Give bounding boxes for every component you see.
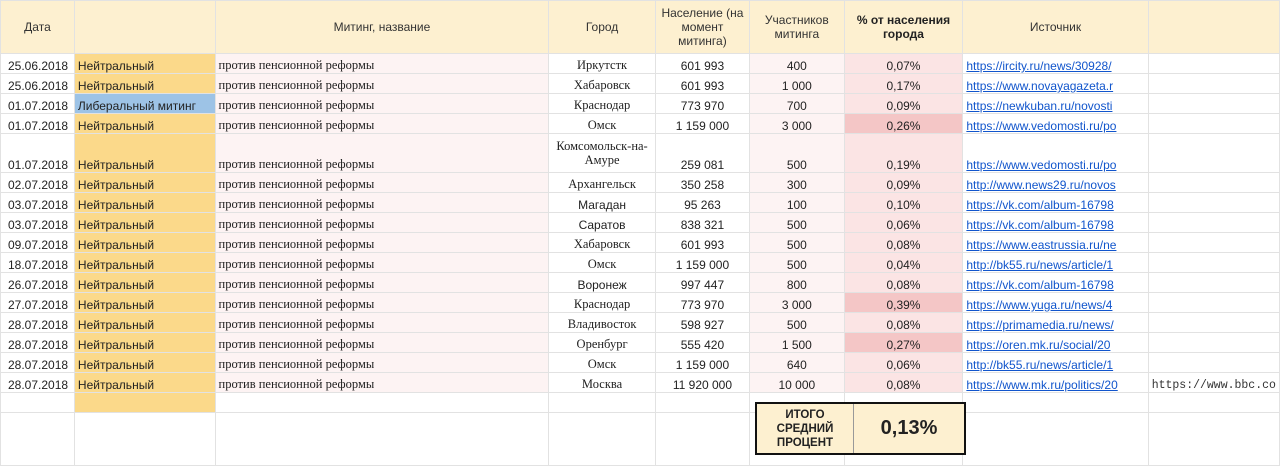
table-row <box>1 273 1280 293</box>
cell-participants[interactable]: 700 <box>750 94 844 114</box>
cell-source-link[interactable]: https://vk.com/album-16798 <box>963 213 1148 233</box>
cell-participants[interactable]: 1 500 <box>750 333 844 353</box>
table-row <box>1 293 1280 313</box>
header-row <box>1 1 1280 54</box>
cell-name[interactable]: против пенсионной реформы <box>215 74 549 94</box>
table-row <box>1 313 1280 333</box>
cell-city[interactable]: Омск <box>549 114 655 134</box>
cell-source-link[interactable]: http://bk55.ru/news/article/1 <box>963 353 1148 373</box>
cell-population[interactable]: 259 081 <box>655 134 749 173</box>
cell-percent[interactable]: 0,04% <box>844 253 963 273</box>
cell-name[interactable]: против пенсионной реформы <box>215 333 549 353</box>
cell-participants[interactable]: 3 000 <box>750 293 844 313</box>
cell-name[interactable]: против пенсионной реформы <box>215 273 549 293</box>
cell-extra[interactable] <box>1148 193 1279 213</box>
empty-cell[interactable] <box>74 413 215 466</box>
cell-type[interactable]: Нейтральный <box>74 273 215 293</box>
cell-percent[interactable]: 0,09% <box>844 173 963 193</box>
cell-name[interactable]: против пенсионной реформы <box>215 173 549 193</box>
cell-source-link[interactable]: https://www.eastrussia.ru/ne <box>963 233 1148 253</box>
table-row <box>1 353 1280 373</box>
empty-cell[interactable] <box>1 393 75 413</box>
header-date[interactable]: Дата <box>1 1 75 54</box>
header-population[interactable]: Население (на момент митинга) <box>655 1 749 54</box>
cell-participants[interactable]: 1 000 <box>750 74 844 94</box>
cell-name[interactable]: против пенсионной реформы <box>215 293 549 313</box>
empty-cell[interactable] <box>1148 393 1279 413</box>
cell-city[interactable]: Омск <box>549 253 655 273</box>
empty-cell[interactable] <box>1 413 75 466</box>
cell-name[interactable]: против пенсионной реформы <box>215 213 549 233</box>
empty-cell[interactable] <box>963 393 1148 413</box>
cell-name[interactable]: против пенсионной реформы <box>215 253 549 273</box>
cell-percent[interactable]: 0,09% <box>844 94 963 114</box>
cell-type[interactable]: Либеральный митинг <box>74 94 215 114</box>
header-city[interactable]: Город <box>549 1 655 54</box>
cell-participants[interactable]: 640 <box>750 353 844 373</box>
cell-percent[interactable]: 0,39% <box>844 293 963 313</box>
cell-city[interactable]: Иркутстк <box>549 54 655 74</box>
cell-name[interactable]: против пенсионной реформы <box>215 313 549 333</box>
cell-participants[interactable]: 500 <box>750 213 844 233</box>
cell-participants[interactable]: 500 <box>750 253 844 273</box>
summary-label: ИТОГО СРЕДНИЙ ПРОЦЕНТ <box>757 404 854 453</box>
cell-percent[interactable]: 0,07% <box>844 54 963 74</box>
table-row <box>1 373 1280 393</box>
cell-percent[interactable]: 0,08% <box>844 273 963 293</box>
cell-participants[interactable]: 3 000 <box>750 114 844 134</box>
empty-cell[interactable] <box>549 413 655 466</box>
summary-box[interactable] <box>755 402 966 455</box>
cell-type[interactable]: Нейтральный <box>74 213 215 233</box>
cell-percent[interactable]: 0,06% <box>844 213 963 233</box>
header-percent[interactable]: % от населения города <box>844 1 963 54</box>
cell-date[interactable]: 02.07.2018 <box>1 173 75 193</box>
cell-extra[interactable] <box>1148 114 1279 134</box>
cell-population[interactable]: 601 993 <box>655 54 749 74</box>
cell-name[interactable]: против пенсионной реформы <box>215 94 549 114</box>
table-row <box>1 213 1280 233</box>
cell-type[interactable]: Нейтральный <box>74 313 215 333</box>
table-row <box>1 94 1280 114</box>
cell-percent[interactable]: 0,08% <box>844 313 963 333</box>
cell-type[interactable]: Нейтральный <box>74 74 215 94</box>
cell-extra[interactable] <box>1148 293 1279 313</box>
cell-extra[interactable] <box>1148 173 1279 193</box>
empty-cell[interactable] <box>655 393 749 413</box>
cell-population[interactable]: 598 927 <box>655 313 749 333</box>
cell-participants[interactable]: 500 <box>750 233 844 253</box>
cell-participants[interactable]: 400 <box>750 54 844 74</box>
cell-source-link[interactable]: https://www.vedomosti.ru/po <box>963 114 1148 134</box>
cell-city[interactable]: Владивосток <box>549 313 655 333</box>
empty-row <box>1 413 1280 466</box>
table-row <box>1 253 1280 273</box>
empty-cell[interactable] <box>215 413 549 466</box>
cell-percent[interactable]: 0,17% <box>844 74 963 94</box>
table-row <box>1 74 1280 94</box>
cell-city[interactable]: Краснодар <box>549 94 655 114</box>
cell-date[interactable]: 28.07.2018 <box>1 333 75 353</box>
cell-extra[interactable] <box>1148 253 1279 273</box>
cell-population[interactable]: 1 159 000 <box>655 253 749 273</box>
cell-date[interactable]: 09.07.2018 <box>1 233 75 253</box>
cell-population[interactable]: 555 420 <box>655 333 749 353</box>
cell-name[interactable]: против пенсионной реформы <box>215 233 549 253</box>
cell-participants[interactable]: 10 000 <box>750 373 844 393</box>
empty-cell[interactable] <box>215 393 549 413</box>
cell-type[interactable]: Нейтральный <box>74 253 215 273</box>
cell-date[interactable]: 01.07.2018 <box>1 114 75 134</box>
cell-source-link[interactable]: https://www.yuga.ru/news/4 <box>963 293 1148 313</box>
cell-participants[interactable]: 100 <box>750 193 844 213</box>
empty-cell[interactable] <box>963 413 1148 466</box>
cell-source-link[interactable]: https://www.novayagazeta.r <box>963 74 1148 94</box>
header-name[interactable]: Митинг, название <box>215 1 549 54</box>
cell-type[interactable]: Нейтральный <box>74 173 215 193</box>
cell-city[interactable]: Омск <box>549 353 655 373</box>
cell-population[interactable]: 1 159 000 <box>655 114 749 134</box>
cell-type[interactable]: Нейтральный <box>74 373 215 393</box>
table-row <box>1 114 1280 134</box>
cell-source-link[interactable]: https://vk.com/album-16798 <box>963 193 1148 213</box>
table-row <box>1 134 1280 173</box>
cell-date[interactable]: 28.07.2018 <box>1 313 75 333</box>
cell-name[interactable]: против пенсионной реформы <box>215 353 549 373</box>
cell-date[interactable]: 03.07.2018 <box>1 193 75 213</box>
cell-type[interactable]: Нейтральный <box>74 333 215 353</box>
cell-extra[interactable] <box>1148 74 1279 94</box>
cell-date[interactable]: 28.07.2018 <box>1 373 75 393</box>
cell-extra[interactable] <box>1148 353 1279 373</box>
cell-population[interactable]: 773 970 <box>655 293 749 313</box>
cell-population[interactable]: 1 159 000 <box>655 353 749 373</box>
cell-date[interactable]: 25.06.2018 <box>1 74 75 94</box>
cell-source-link[interactable]: http://bk55.ru/news/article/1 <box>963 253 1148 273</box>
table-row <box>1 173 1280 193</box>
cell-type[interactable]: Нейтральный <box>74 233 215 253</box>
cell-type[interactable]: Нейтральный <box>74 353 215 373</box>
empty-row <box>1 393 1280 413</box>
cell-city[interactable]: Хабаровск <box>549 233 655 253</box>
header-extra[interactable] <box>1148 1 1279 54</box>
cell-city[interactable]: Оренбург <box>549 333 655 353</box>
cell-city[interactable]: Магадан <box>549 193 655 213</box>
summary-value: 0,13% <box>880 417 938 439</box>
cell-date[interactable]: 01.07.2018 <box>1 134 75 173</box>
cell-city[interactable]: Москва <box>549 373 655 393</box>
cell-population[interactable]: 601 993 <box>655 74 749 94</box>
cell-date[interactable]: 18.07.2018 <box>1 253 75 273</box>
cell-city[interactable]: Комсомольск-на-Амуре <box>549 134 655 173</box>
cell-type[interactable]: Нейтральный <box>74 54 215 74</box>
table-row <box>1 193 1280 213</box>
cell-city[interactable]: Хабаровск <box>549 74 655 94</box>
cell-participants[interactable]: 500 <box>750 134 844 173</box>
cell-percent[interactable]: 0,06% <box>844 353 963 373</box>
header-source[interactable]: Источник <box>963 1 1148 54</box>
cell-extra[interactable] <box>1148 333 1279 353</box>
cell-extra[interactable] <box>1148 233 1279 253</box>
cell-source-link[interactable]: https://ircity.ru/news/30928/ <box>963 54 1148 74</box>
cell-city[interactable]: Воронеж <box>549 273 655 293</box>
cell-source-link[interactable]: https://primamedia.ru/news/ <box>963 313 1148 333</box>
cell-participants[interactable]: 300 <box>750 173 844 193</box>
empty-cell[interactable] <box>655 413 749 466</box>
cell-name[interactable]: против пенсионной реформы <box>215 193 549 213</box>
cell-source-link[interactable]: https://newkuban.ru/novosti <box>963 94 1148 114</box>
table-row <box>1 54 1280 74</box>
cell-percent[interactable]: 0,27% <box>844 333 963 353</box>
cell-percent[interactable]: 0,10% <box>844 193 963 213</box>
cell-extra[interactable] <box>1148 94 1279 114</box>
cell-participants[interactable]: 800 <box>750 273 844 293</box>
empty-cell[interactable] <box>549 393 655 413</box>
cell-percent[interactable]: 0,08% <box>844 373 963 393</box>
cell-population[interactable]: 11 920 000 <box>655 373 749 393</box>
cell-extra[interactable] <box>1148 213 1279 233</box>
cell-percent[interactable]: 0,08% <box>844 233 963 253</box>
cell-date[interactable]: 27.07.2018 <box>1 293 75 313</box>
cell-date[interactable]: 03.07.2018 <box>1 213 75 233</box>
table-row <box>1 233 1280 253</box>
cell-city[interactable]: Саратов <box>549 213 655 233</box>
cell-date[interactable]: 26.07.2018 <box>1 273 75 293</box>
cell-extra[interactable] <box>1148 54 1279 74</box>
cell-population[interactable]: 997 447 <box>655 273 749 293</box>
cell-source-link[interactable]: https://www.vedomosti.ru/po <box>963 134 1148 173</box>
cell-name[interactable]: против пенсионной реформы <box>215 373 549 393</box>
cell-population[interactable]: 601 993 <box>655 233 749 253</box>
cell-date[interactable]: 25.06.2018 <box>1 54 75 74</box>
cell-population[interactable]: 838 321 <box>655 213 749 233</box>
cell-percent[interactable]: 0,26% <box>844 114 963 134</box>
cell-population[interactable]: 773 970 <box>655 94 749 114</box>
cell-population[interactable]: 350 258 <box>655 173 749 193</box>
cell-name[interactable]: против пенсионной реформы <box>215 114 549 134</box>
cell-extra[interactable]: https://www.bbc.co <box>1148 373 1279 393</box>
cell-participants[interactable]: 500 <box>750 313 844 333</box>
empty-cell[interactable] <box>74 393 215 413</box>
cell-date[interactable]: 28.07.2018 <box>1 353 75 373</box>
cell-extra[interactable] <box>1148 313 1279 333</box>
cell-type[interactable]: Нейтральный <box>74 193 215 213</box>
empty-cell[interactable] <box>1148 413 1279 466</box>
cell-source-link[interactable]: https://oren.mk.ru/social/20 <box>963 333 1148 353</box>
cell-type[interactable]: Нейтральный <box>74 114 215 134</box>
cell-population[interactable]: 95 263 <box>655 193 749 213</box>
cell-city[interactable]: Краснодар <box>549 293 655 313</box>
table-row <box>1 333 1280 353</box>
cell-source-link[interactable]: https://www.mk.ru/politics/20 <box>963 373 1148 393</box>
cell-type[interactable]: Нейтральный <box>74 134 215 173</box>
cell-source-link[interactable]: http://www.news29.ru/novos <box>963 173 1148 193</box>
cell-name[interactable]: против пенсионной реформы <box>215 54 549 74</box>
cell-name[interactable]: против пенсионной реформы <box>215 134 549 173</box>
header-type[interactable] <box>74 1 215 54</box>
header-participants[interactable]: Участников митинга <box>750 1 844 54</box>
cell-city[interactable]: Архангельск <box>549 173 655 193</box>
cell-extra[interactable] <box>1148 273 1279 293</box>
cell-type[interactable]: Нейтральный <box>74 293 215 313</box>
cell-source-link[interactable]: https://vk.com/album-16798 <box>963 273 1148 293</box>
cell-extra[interactable] <box>1148 134 1279 173</box>
cell-percent[interactable]: 0,19% <box>844 134 963 173</box>
cell-date[interactable]: 01.07.2018 <box>1 94 75 114</box>
